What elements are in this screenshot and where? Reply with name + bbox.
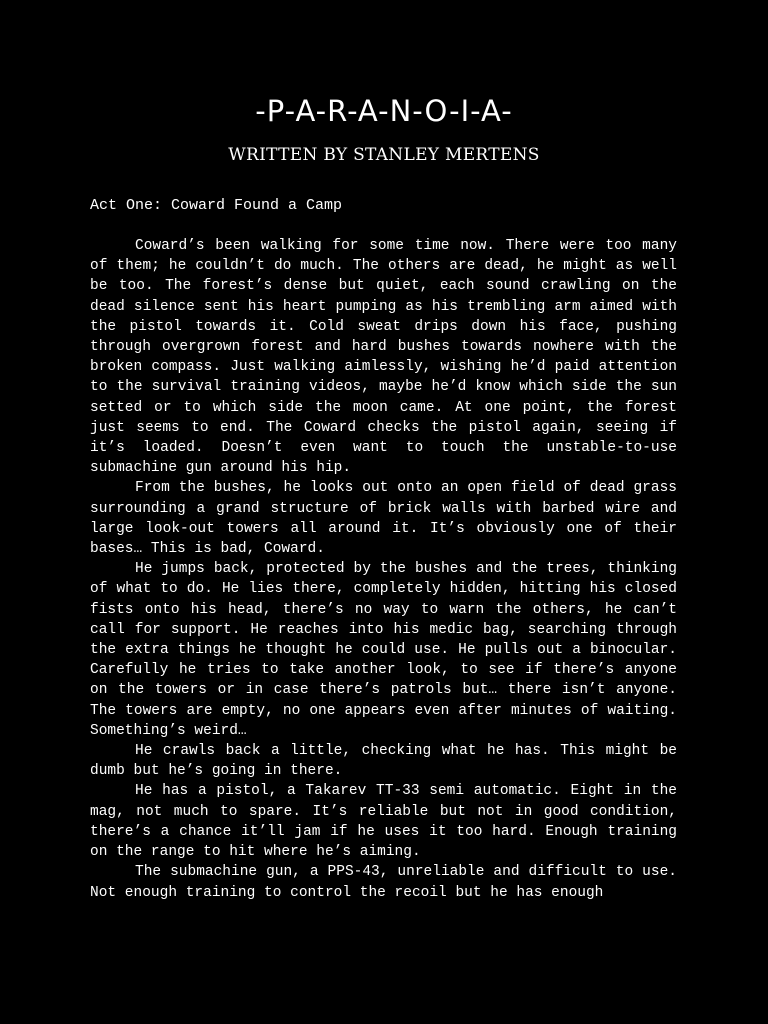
paragraph-3: He jumps back, protected by the bushes and the trees, thinking of what to do. He lies there, completely hidden, hitting his closed fists onto his head, there’s no way to warn the others, he can’t call for support. He reaches into his medic bag, searching through the extra things he thought he could use. He pulls out a binocular. Carefully he tries to take another look, to see if there’s anyone on the towers or in case there’s patrols but… there isn’t anyone. The towers are empty, no one appears even after minutes of waiting. Something’s weird… bbox=[90, 561, 677, 739]
paragraph-4: He crawls back a little, checking what he has. This might be dumb but he’s going in there. bbox=[90, 743, 677, 780]
act-heading: Act One: Coward Found a Camp bbox=[90, 197, 343, 214]
paragraph-5: He has a pistol, a Takarev TT-33 semi automatic. Eight in the mag, not much to spare. It’s reliable but not in good condition, there’s a chance it’ll jam if he uses it too hard. Enough training on the range to hit where he’s aiming. bbox=[90, 783, 677, 861]
story-body bbox=[90, 236, 677, 903]
paragraph-1: Coward’s been walking for some time now. There were too many of them; he couldn’t do much. The others are dead, he might as well be too. The forest’s dense but quiet, each sound crawling on the dead silence sent his heart pumping as his trembling arm aimed with the pistol towards it. Cold sweat drips down his face, pushing through overgrown forest and hard bushes towards nowhere with the broken compass. Just walking aimlessly, wishing he’d paid attention to the survival training videos, maybe he’d know which side the sun setted or to which side the moon came. At one point, the forest just seems to end. The Coward checks the pistol again, seeing if it’s loaded. Doesn’t even want to touch the unstable-to-use submachine gun around his hip. bbox=[90, 238, 677, 477]
document-author-line: WRITTEN BY STANLEY MERTENS bbox=[228, 145, 540, 165]
document-title: -P-A-R-A-N-O-I-A- bbox=[255, 94, 513, 128]
paragraph-6: The submachine gun, a PPS-43, unreliable and difficult to use. Not enough training to control the recoil but he has enough bbox=[90, 864, 677, 901]
paragraph-2: From the bushes, he looks out onto an open field of dead grass surrounding a grand structure of brick walls with barbed wire and large look-out towers all around it. It’s obviously one of their bases… This is bad, Coward. bbox=[90, 480, 677, 558]
